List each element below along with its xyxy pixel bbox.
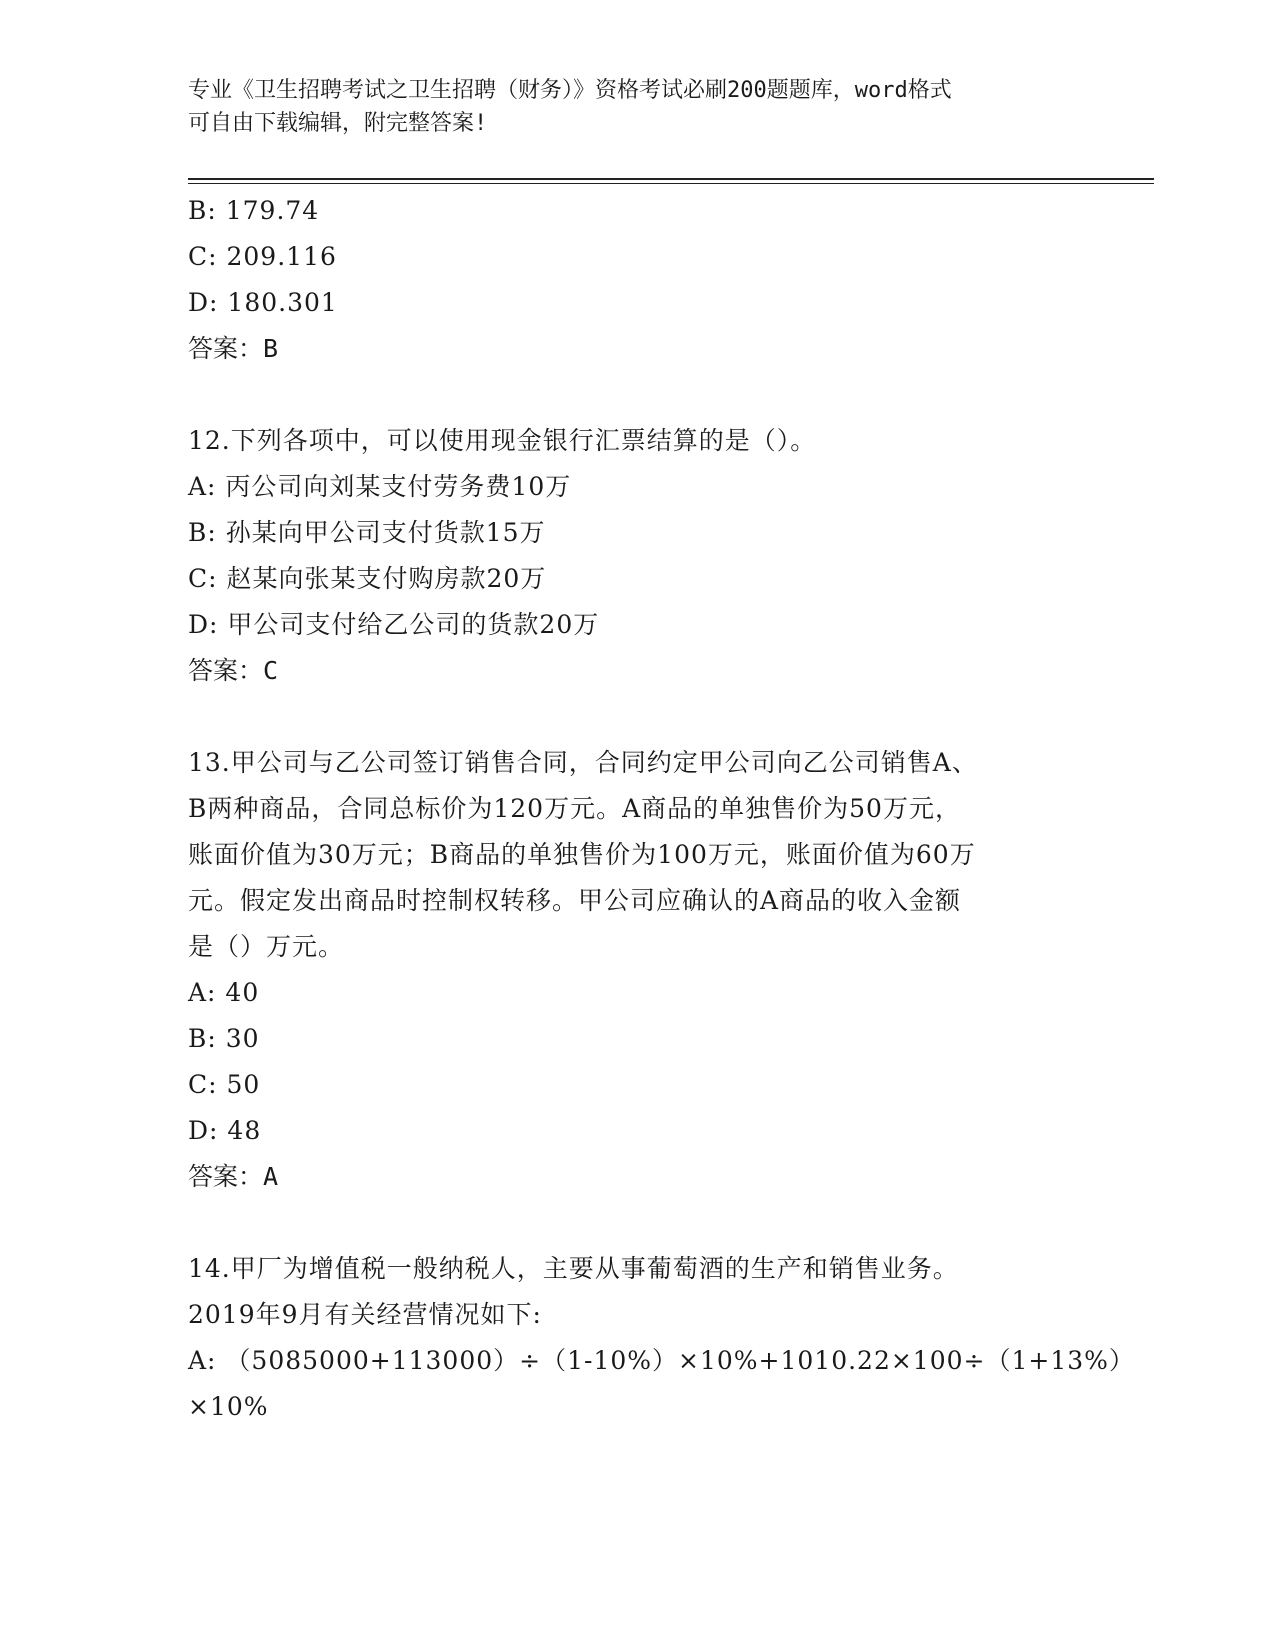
- question-stem-line: 2019年9月有关经营情况如下:: [188, 1300, 542, 1329]
- answer-label: 答案：A: [188, 1162, 279, 1191]
- answer-label: 答案：C: [188, 656, 279, 685]
- header-rule-thick: [188, 178, 1154, 180]
- question-12: [188, 418, 1088, 694]
- option-b: B: 179.74: [188, 196, 320, 225]
- question-stem-line: 元。假定发出商品时控制权转移。甲公司应确认的A商品的收入金额: [188, 886, 962, 915]
- question-stem-line: 账面价值为30万元；B商品的单独售价为100万元，账面价值为60万: [188, 840, 976, 869]
- option-d: D: 48: [188, 1116, 262, 1145]
- option-a-line: ×10%: [188, 1392, 269, 1421]
- header-line-2: 可自由下载编辑，附完整答案!: [188, 111, 488, 136]
- option-d: D: 180.301: [188, 288, 338, 317]
- header-rule-thin: [188, 183, 1154, 184]
- option-d: D: 甲公司支付给乙公司的货款20万: [188, 610, 600, 639]
- spacer: [188, 372, 1088, 418]
- question-stem-line: 13.甲公司与乙公司签订销售合同，合同约定甲公司向乙公司销售A、: [188, 748, 978, 777]
- answer-label: 答案：B: [188, 334, 279, 363]
- spacer: [188, 694, 1088, 740]
- question-stem-line: B两种商品，合同总标价为120万元。A商品的单独售价为50万元，: [188, 794, 961, 823]
- option-b: B: 30: [188, 1024, 260, 1053]
- question-13: [188, 740, 1088, 1200]
- question-14: [188, 1246, 1135, 1430]
- option-c: C: 50: [188, 1070, 261, 1099]
- question-content: [188, 188, 1135, 1430]
- option-a-line: A: （5085000+113000）÷（1-10%）×10%+1010.22×100÷（1+13%）: [188, 1346, 1135, 1375]
- document-header: [188, 74, 1088, 140]
- question-stem-line: 是（）万元。: [188, 932, 345, 961]
- header-line-1: 专业《卫生招聘考试之卫生招聘（财务）》资格考试必刷200题题库，word格式: [188, 78, 952, 103]
- option-c: C: 209.116: [188, 242, 337, 271]
- option-c: C: 赵某向张某支付购房款20万: [188, 564, 547, 593]
- question-11-tail: [188, 188, 1088, 372]
- spacer: [188, 1200, 1088, 1246]
- option-b: B: 孙某向甲公司支付货款15万: [188, 518, 546, 547]
- option-a: A: 丙公司向刘某支付劳务费10万: [188, 472, 572, 501]
- question-stem-line: 14.甲厂为增值税一般纳税人，主要从事葡萄酒的生产和销售业务。: [188, 1254, 959, 1283]
- option-a: A: 40: [188, 978, 260, 1007]
- question-stem: 12.下列各项中，可以使用现金银行汇票结算的是（）。: [188, 426, 817, 455]
